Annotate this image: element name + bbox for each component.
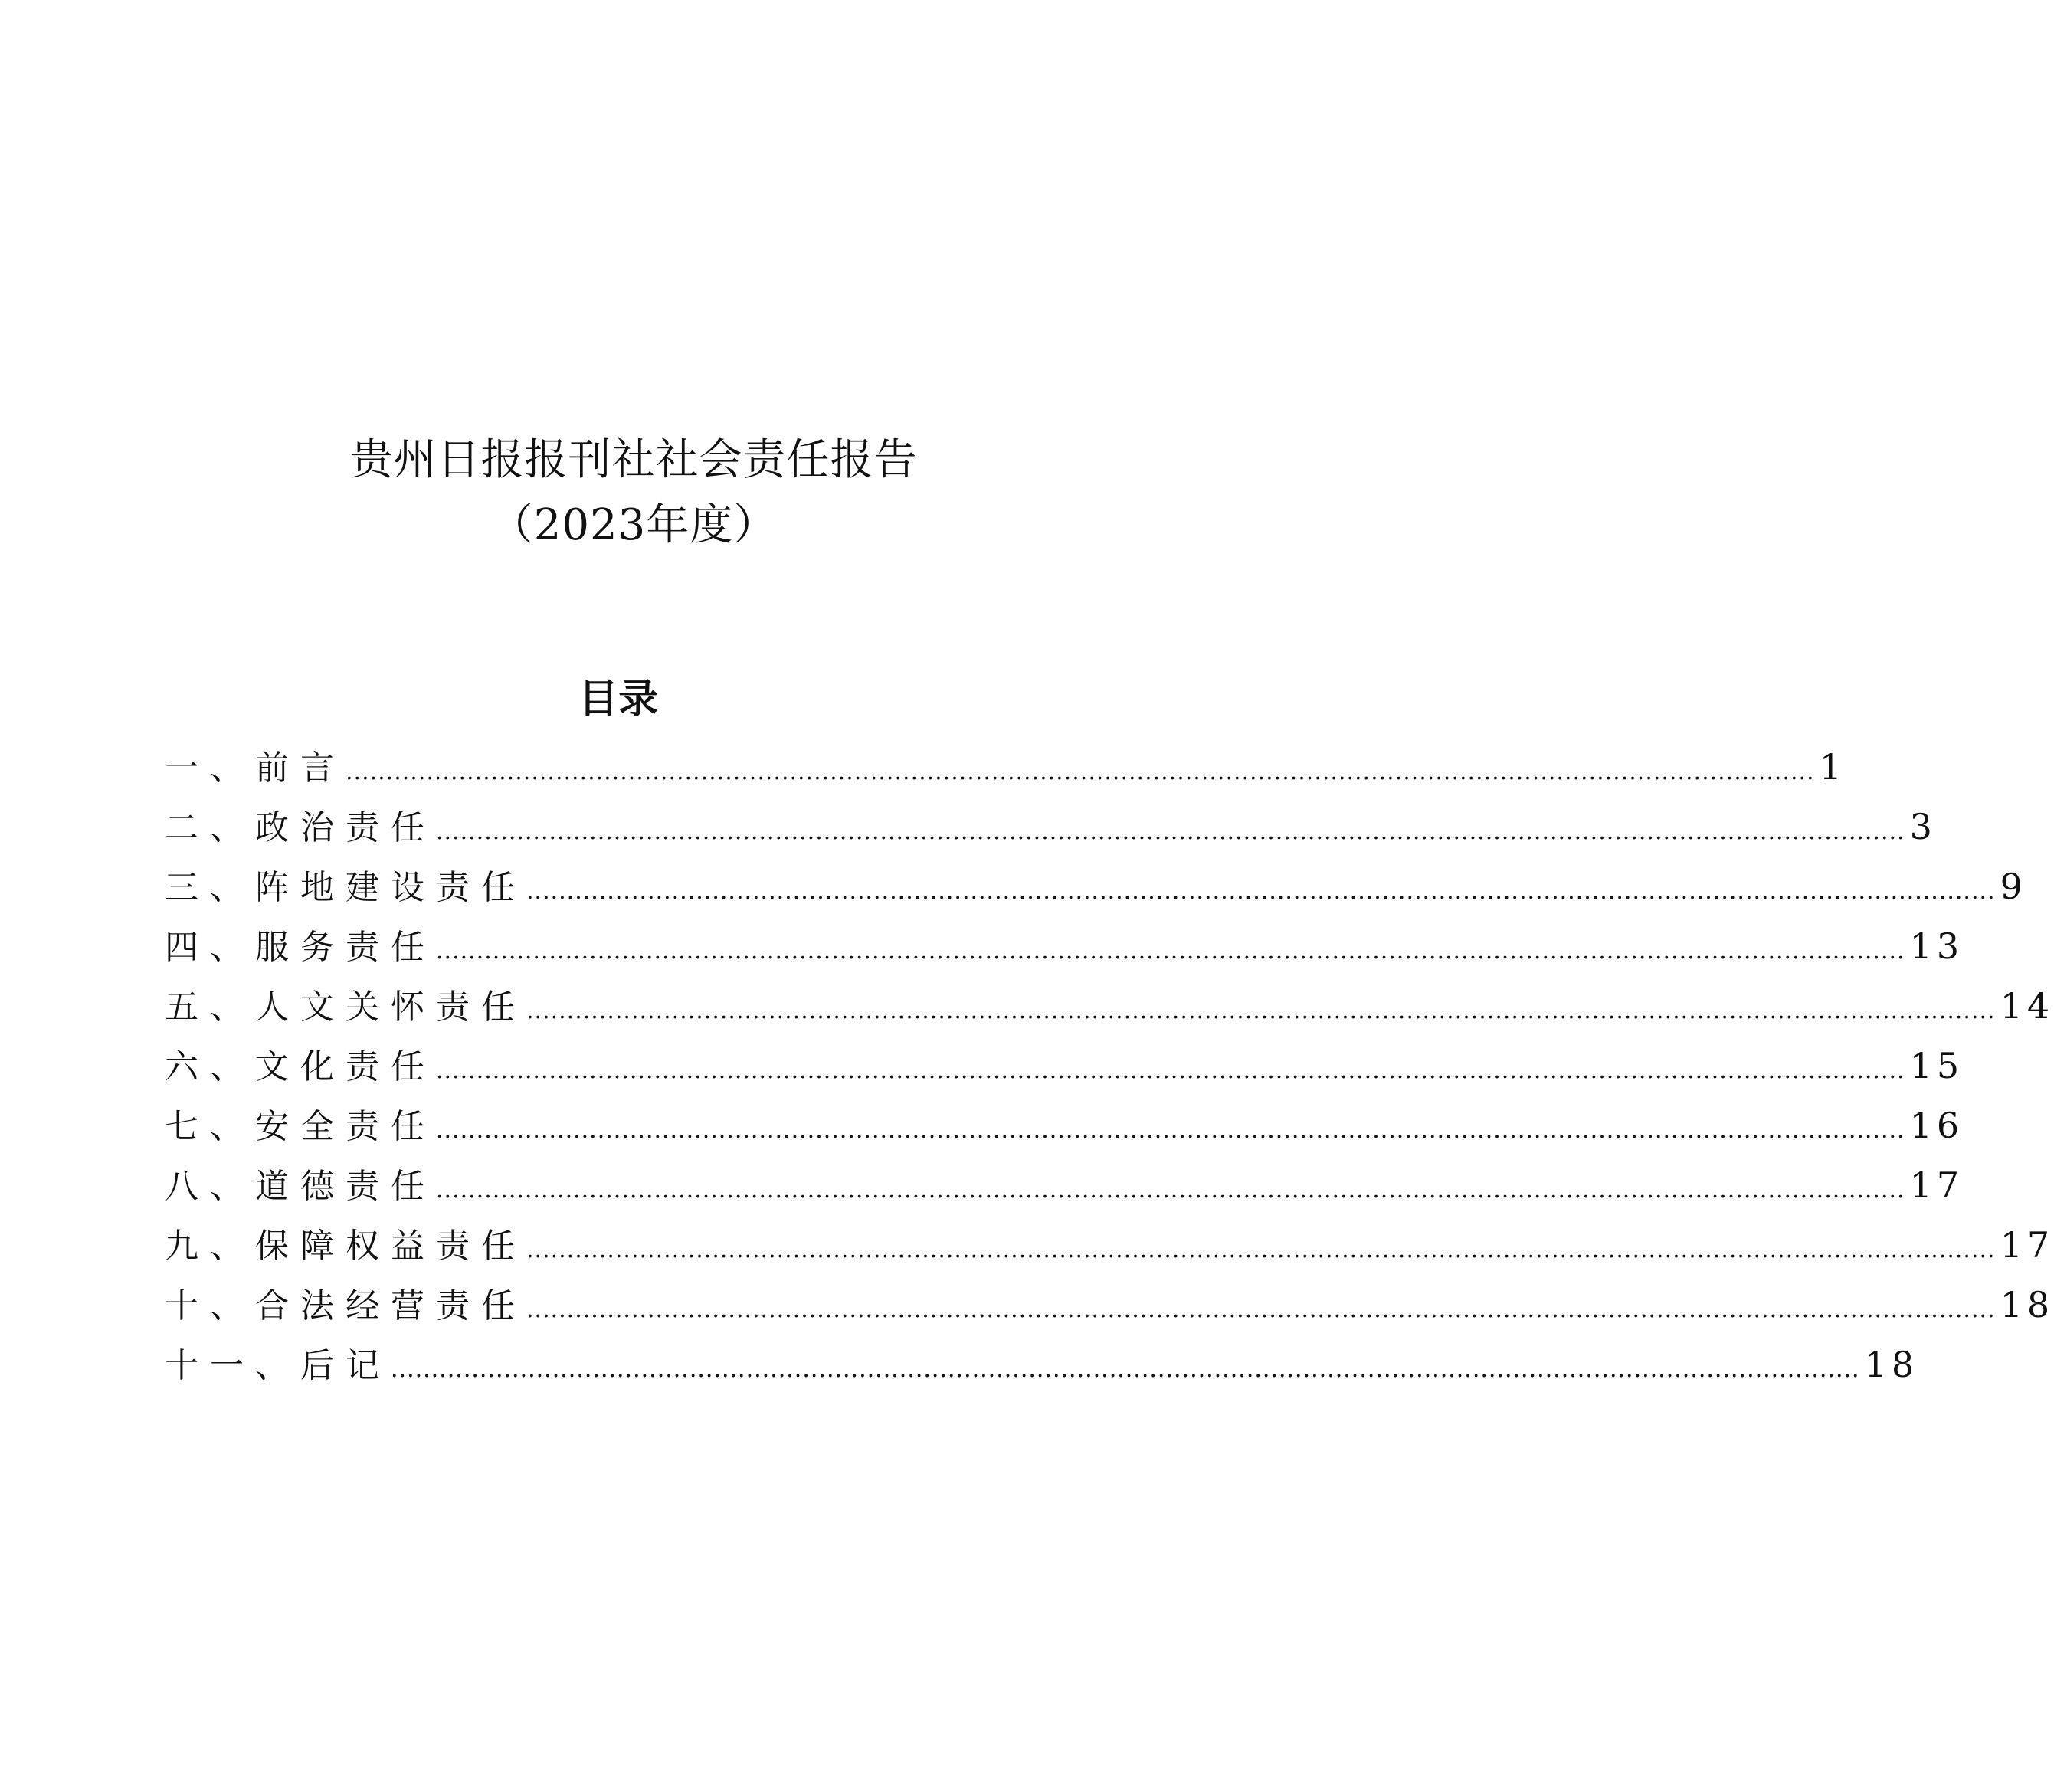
toc-entry-label: 四、服务责任 (165, 928, 436, 967)
toc-page-number: 3 (1909, 806, 1937, 847)
toc-page-number: 18 (1864, 1344, 1919, 1385)
toc-entry-label: 五、人文关怀责任 (165, 988, 526, 1027)
toc-page-number: 13 (1909, 925, 1964, 967)
toc-dot-leader: ...................................................................................................................................................................................... (526, 878, 1996, 905)
toc-heading: 目录 (578, 677, 658, 722)
toc-dot-leader: ...................................................................................................................................................................................... (436, 1177, 1905, 1204)
toc-page-number: 1 (1819, 746, 1846, 788)
toc-entry-postscript[interactable] (165, 1335, 1919, 1394)
toc-entry-label: 六、文化责任 (165, 1047, 436, 1086)
toc-page-number: 18 (2000, 1284, 2054, 1325)
toc-dot-leader: ...................................................................................................................................................................................... (436, 938, 1905, 965)
toc-page-number: 15 (1909, 1045, 1964, 1086)
toc-entry-position-building[interactable] (165, 857, 2027, 916)
toc-dot-leader: ...................................................................................................................................................................................... (526, 1237, 1996, 1263)
toc-entry-culture[interactable] (165, 1036, 1964, 1096)
toc-entry-label: 三、阵地建设责任 (165, 868, 526, 907)
toc-page-number: 16 (1909, 1105, 1964, 1146)
toc-page-number: 17 (1909, 1165, 1964, 1206)
toc-entry-label: 十、合法经营责任 (165, 1286, 526, 1325)
report-year: （2023年度） (490, 500, 778, 550)
toc-page-number: 17 (2000, 1224, 2054, 1266)
toc-entry-label: 八、道德责任 (165, 1167, 436, 1206)
toc-entry-label: 一、前言 (165, 749, 346, 788)
toc-page-number: 9 (2000, 866, 2027, 907)
toc-entry-label: 九、保障权益责任 (165, 1227, 526, 1266)
toc-dot-leader: ...................................................................................................................................................................................... (436, 1057, 1905, 1084)
toc-dot-leader: ...................................................................................................................................................................................... (526, 998, 1996, 1024)
toc-entry-safety[interactable] (165, 1096, 1964, 1155)
toc-page-number: 14 (2000, 985, 2054, 1027)
toc-entry-humanistic-care[interactable] (165, 976, 2054, 1036)
toc-entry-ethics[interactable] (165, 1155, 1964, 1215)
toc-entry-label: 二、政治责任 (165, 808, 436, 847)
toc-entry-lawful-operation[interactable] (165, 1275, 2054, 1335)
toc-entry-political[interactable] (165, 797, 1937, 857)
toc-dot-leader: ...................................................................................................................................................................................... (391, 1356, 1860, 1383)
toc-entry-rights-protection[interactable] (165, 1215, 2054, 1275)
toc-entry-service[interactable] (165, 916, 1964, 976)
toc-entry-preface[interactable] (165, 737, 1846, 797)
report-title: 贵州日报报刊社社会责任报告 (349, 435, 918, 485)
toc-dot-leader: ...................................................................................................................................................................................... (436, 818, 1905, 845)
toc-entry-label: 十一、后记 (165, 1346, 391, 1385)
toc-dot-leader: ...................................................................................................................................................................................... (346, 758, 1815, 785)
toc-entry-label: 七、安全责任 (165, 1107, 436, 1146)
table-of-contents (165, 737, 2054, 1394)
toc-dot-leader: ...................................................................................................................................................................................... (436, 1117, 1905, 1144)
toc-dot-leader: ...................................................................................................................................................................................... (526, 1296, 1996, 1323)
